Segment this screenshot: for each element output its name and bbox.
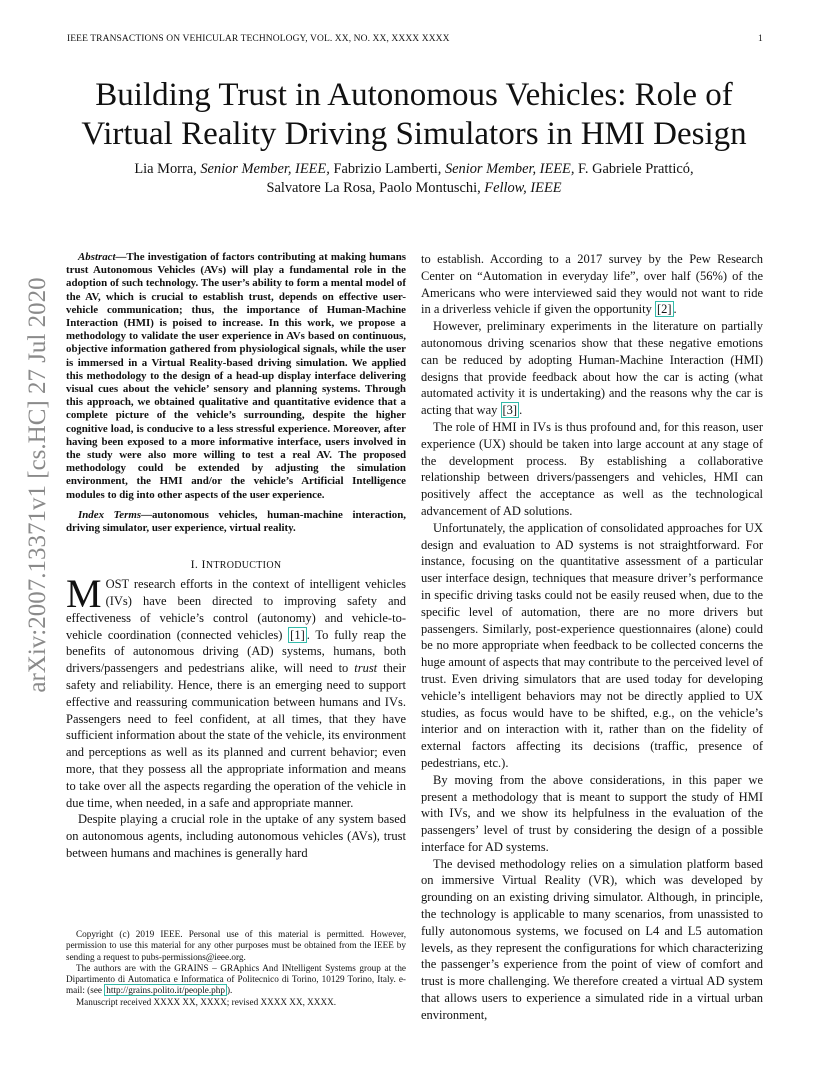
author-list: [60, 160, 768, 198]
citation-link[interactable]: [3]: [502, 403, 518, 418]
index-terms-label: Index Terms: [78, 508, 142, 521]
section-heading: I. INTRODUCTION: [190, 557, 282, 572]
author-affiliation: Fellow, IEEE: [484, 180, 562, 196]
body-paragraph: The role of HMI in IVs is thus profound and, for this reason, user experience (UX) should be taken into large account at any stage of the development process. By establishing a collaborative relationship between drivers/passengers and vehicles, HMI can positively affect the acceptance as well as the technological advancement of AD solutions.: [421, 419, 763, 518]
body-paragraph: to establish. According to a 2017 survey by the Pew Research Center on “Automation in everyday life”, over half (56%) of the Americans who were interviewed said they would not want to ride in a driverless vehicle if given the opportunity [2] .: [421, 252, 763, 317]
body-paragraph: However, preliminary experiments in the literature on partially autonomous driving scenarios show that these negative emotions can be reduced by adopting Human-Machine Interaction (HMI) designs that provide feedback about how the car is acting (what automated activity it is undertaking) and the reasons why the car is acting that way [3] .: [421, 319, 763, 418]
author-affiliation: Senior Member, IEEE,: [444, 161, 575, 177]
people-page-link[interactable]: http://grains.polito.it/people.php: [106, 985, 225, 996]
manuscript-dates: Manuscript received XXXX XX, XXXX; revised XXXX XX, XXXX.: [76, 996, 337, 1007]
author-affiliation-note: The authors are with the GRAINS – GRAphics And INtelligent Systems group at the Dipartimento di Automatica e Informatica of Politecnico di Torino, 10129 Torino, Italy. e-mail: (see http://grains.polito.it/people.php ).: [66, 962, 406, 996]
body-paragraph: By moving from the above considerations, in this paper we present a methodology that is meant to support the study of HMI with IVs, and we show its helpfulness in the evaluation of the passengers’ level of trust by considering the design of a possible interface for AD systems.: [421, 772, 763, 854]
index-terms-text: —autonomous vehicles, human-machine interaction, driving simulator, user experience, virtual reality.: [66, 508, 406, 535]
abstract: [66, 251, 406, 502]
author-affiliation: Senior Member, IEEE,: [200, 161, 330, 177]
arxiv-identifier-stamp: [18, 277, 58, 693]
intro-paragraph: MOST research efforts in the context of intelligent vehicles (IVs) have been directed to improving safety and effectiveness of vehicle’s control (autonomy) and vehicle-to-vehicle coordination (connected vehicles) [1] . To fully reap the benefits of autonomous driving (AD) systems, humans, both drivers/passengers and pedestrians alike, will need to trust their safety and reliability. Hence, there is an emerging need to support effective and reassuring communication between humans and IVs. Passengers need to feel confident, at all times, that they have sufficient information about the state of the vehicle, its environment and perceptions as well as its planned and current behavior; even more, that they possess all the appropriate information and means to take over all the aspects regarding the operation of the vehicle in due time, when needed, in a safe and appropriate manner.: [66, 571, 406, 810]
running-head: IEEE TRANSACTIONS ON VEHICULAR TECHNOLOGY, VOL. XX, NO. XX, XXXX XXXX: [67, 34, 450, 44]
body-paragraph: Unfortunately, the application of consolidated approaches for UX design and evaluation to AD systems is not straightforward. For instance, focusing on the quantitative assessment of a particular user interface design, techniques that measure driver’s performance in specific driving tasks could not be easily reused when, due to the specific level of automation, there are no more drivers but passengers. Similarly, post-experience questionnaires (alone) could be no more appropriate when feedback to be collected concerns the huge amount of aspects that may contribute to the perceived level of trust. Even driving simulators that are used today for developing vehicle’s intelligent behaviors may not be directly applied to UX studies, as focus would have to be shifted, e.g., on the vehicle’s interior and on interaction with it, rather than on the fidelity of external factors affecting its decisions (traffic, presence of pedestrians, etc.).: [421, 520, 763, 770]
abstract-text: —The investigation of factors contributing at making humans trust Autonomous Vehicles (AVs) will play a fundamental role in the adoption of such technology. The user’s ability to form a mental model of the AV, which is crucial to establish trust, depends on effective user-vehicle communication; thus, the importance of Human-Machine Interaction (HMI) is poised to increase. In this work, we propose a methodology to validate the user experience in AVs based on continuous, objective information gathered from physiological signals, while the user is immersed in a Virtual Reality-based driving simulation. We applied this methodology to the design of a head-up display interface delivering visual cues about the vehicle’ sensory and planning systems. Through this approach, we obtained qualitative and quantitative evidence that a complete picture of the vehicle’s surrounding, despite the higher cognitive load, is conducive to a less stressful experience. Moreover, after having been exposed to a more informative interface, users involved in the study were also more willing to test a real AV. The proposed methodology could be extended by adjusting the simulation environment, the HMI and/or the vehicle’s Artificial Intelligence modules to dig into other aspects of the user experience.: [66, 251, 406, 501]
citation-link[interactable]: [1]: [290, 627, 305, 642]
intro-paragraph: Despite playing a crucial role in the uptake of any system based on autonomous agents, including autonomous vehicles (AVs), trust between humans and machines is generally hard: [66, 812, 406, 861]
author-line-1: [60, 160, 768, 179]
drop-cap: M: [66, 571, 102, 617]
page-number: 1: [758, 34, 763, 44]
left-column: [66, 251, 406, 862]
abstract-label: Abstract: [78, 251, 116, 263]
arxiv-identifier-text: arXiv:2007.13371v1 [cs.HC] 27 Jul 2020: [24, 277, 51, 693]
author-name: Lia Morra,: [134, 161, 197, 177]
right-column: [421, 251, 763, 1024]
author-name: Fabrizio Lamberti,: [333, 161, 442, 177]
citation-link[interactable]: [2]: [656, 302, 672, 317]
author-name: Salvatore La Rosa, Paolo Montuschi,: [266, 180, 481, 196]
footnote: [66, 929, 406, 1008]
author-name: F. Gabriele Pratticó,: [578, 161, 694, 177]
paper-title: Building Trust in Autonomous Vehicles: Role of Virtual Reality Driving Simulators in HMI Design: [81, 77, 747, 152]
author-line-2: [60, 179, 768, 198]
body-paragraph: The devised methodology relies on a simulation platform based on immersive Virtual Reality (VR), which was developed by grounding on an existing driving simulator. Although, in principle, the technology is applicable to many scenarios, from unassisted to fully autonomous systems, we focused on L4 and L5 automation levels, as they represent the configurations for which characterizing the passenger’s experience from the point of view of comfort and trust is more challenging. We therefore created a virtual AD system that allows users to experience a simulated ride in a virtual urban environment,: [421, 856, 763, 1022]
copyright-notice: Copyright (c) 2019 IEEE. Personal use of this material is permitted. However, permission to use this material for any other purposes must be obtained from the IEEE by sending a request to pubs-permissions@ieee.org.: [66, 929, 406, 962]
index-terms: [66, 509, 406, 535]
